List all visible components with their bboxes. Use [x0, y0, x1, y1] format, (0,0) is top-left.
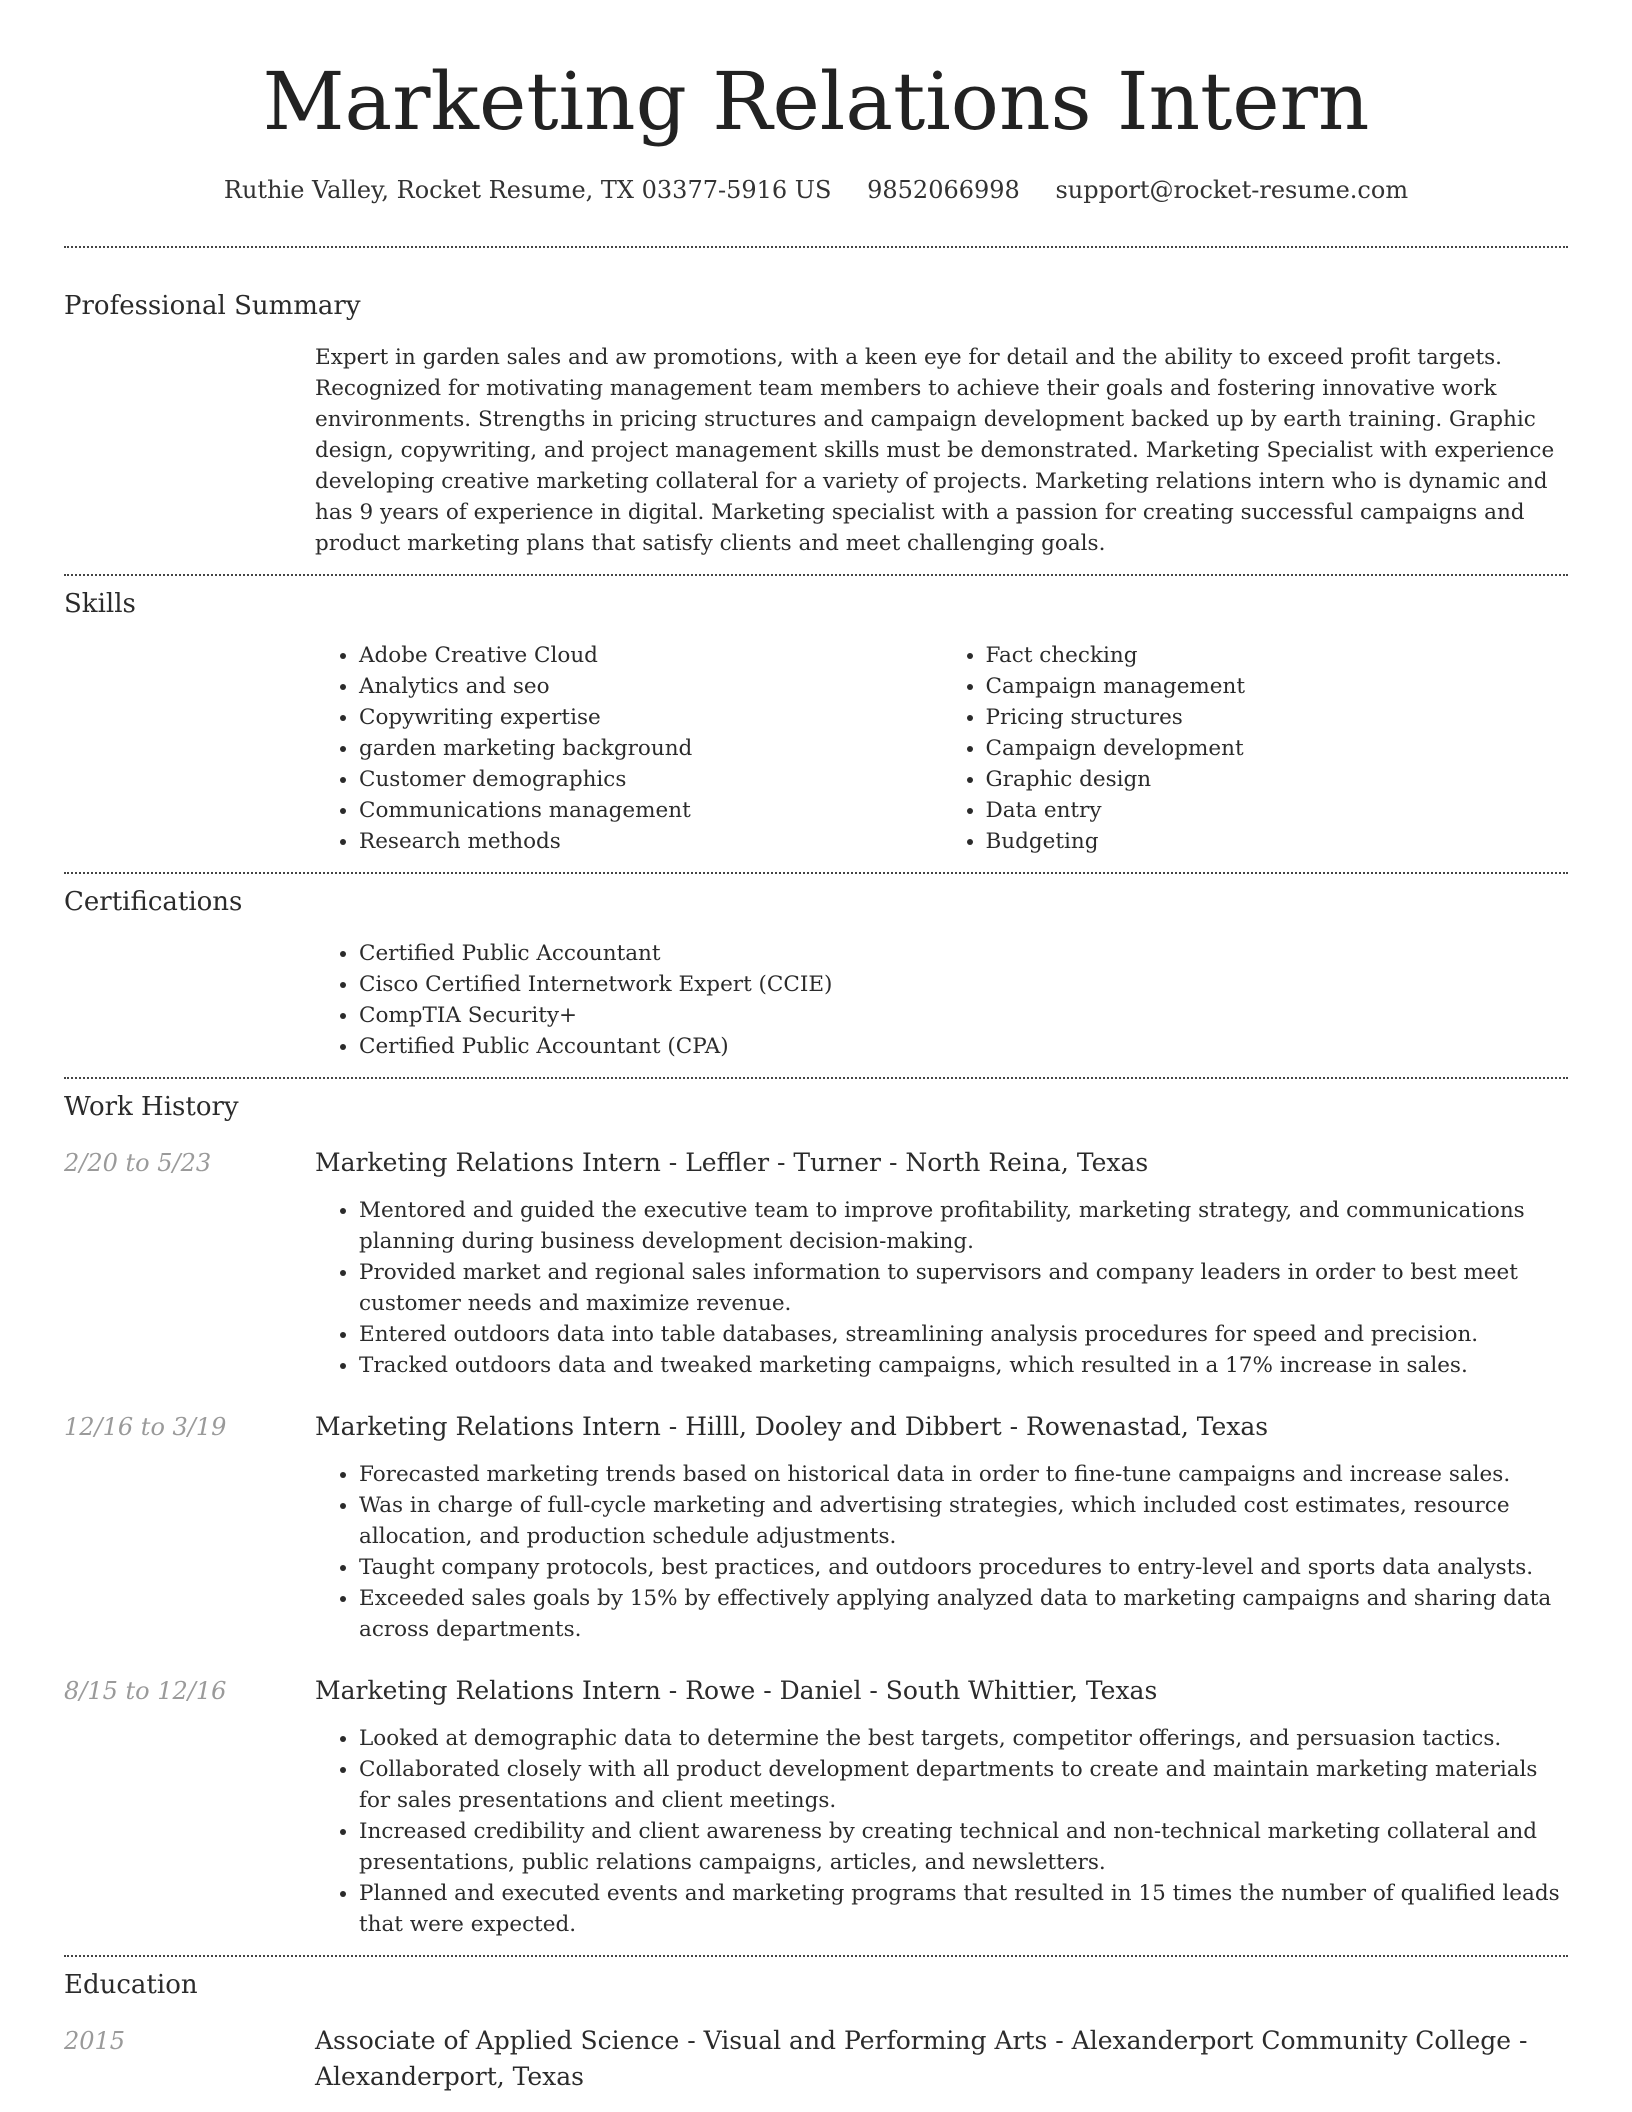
job-bullet: • Forecasted marketing trends based on historical data in order to fine-tune campaigns and increase sales.	[359, 1459, 1568, 1490]
skill-item: • garden marketing background	[359, 733, 942, 764]
skill-item: • Campaign management	[986, 671, 1569, 702]
contact-line	[64, 172, 1568, 208]
job-bullet: • Entered outdoors data into table databases, streamlining analysis procedures for speed and precision.	[359, 1319, 1568, 1350]
job-date: 2/20 to 5/23	[64, 1149, 212, 1177]
job-bullet: • Provided market and regional sales information to supervisors and company leaders in order to best meet customer needs and maximize revenue.	[359, 1257, 1568, 1319]
job-bullet: • Increased credibility and client awareness by creating technical and non-technical marketing collateral and presentations, public relations campaigns, articles, and newsletters.	[359, 1816, 1568, 1878]
skill-item: • Pricing structures	[986, 702, 1569, 733]
job-entry	[64, 1409, 1568, 1645]
resume-name: Marketing Relations Intern	[262, 55, 1370, 148]
skill-item: • Adobe Creative Cloud	[359, 640, 942, 671]
work-section	[64, 1079, 1568, 1955]
certifications-content	[315, 938, 1568, 1077]
job-bullets	[315, 1459, 1568, 1645]
job-bullet: • Tracked outdoors data and tweaked marketing campaigns, which resulted in a 17% increase in sales.	[359, 1350, 1568, 1381]
skill-item: • Analytics and seo	[359, 671, 942, 702]
job-details	[315, 1723, 1568, 1940]
skill-item: • Communications management	[359, 795, 942, 826]
education-date: 2015	[64, 2027, 126, 2055]
job-role: Marketing Relations Intern - Hilll, Dooley and Dibbert - Rowenastad, Texas	[315, 1412, 1269, 1441]
certifications-title: Certifications	[64, 887, 243, 917]
job-entry	[64, 1673, 1568, 1955]
skill-item: • Data entry	[986, 795, 1569, 826]
skills-columns	[315, 640, 1568, 872]
summary-section	[64, 248, 1568, 574]
job-bullet: • Looked at demographic data to determine the best targets, competitor offerings, and persuasion tactics.	[359, 1723, 1568, 1754]
skills-section	[64, 576, 1568, 872]
summary-text: Expert in garden sales and aw promotions, with a keen eye for detail and the ability to exceed profit targets. Recognized for motivating management team members to achieve their goals and fostering innovative work environments. Strengths in pricing structures and campaign development backed up by earth training. Graphic design, copywriting, and project management skills must be demonstrated. Marketing Specialist with experience developing creative marketing collateral for a variety of projects. Marketing relations intern who is dynamic and has 9 years of experience in digital. Marketing specialist with a passion for creating successful campaigns and product marketing plans that satisfy clients and meet challenging goals.	[315, 345, 1555, 556]
job-header	[64, 1145, 1568, 1181]
certifications-section	[64, 874, 1568, 1077]
skills-list-left	[315, 640, 942, 857]
skill-item: • Campaign development	[986, 733, 1569, 764]
contact-phone: 9852066998	[867, 176, 1020, 204]
education-title: Education	[64, 1970, 198, 2000]
skill-item: • Customer demographics	[359, 764, 942, 795]
job-bullet: • Exceeded sales goals by 15% by effectively applying analyzed data to marketing campaigns and sharing data across departments.	[359, 1583, 1568, 1645]
job-bullet: • Collaborated closely with all product development departments to create and maintain marketing materials for sales presentations and client meetings.	[359, 1754, 1568, 1816]
job-role: Marketing Relations Intern - Leffler - Turner - North Reina, Texas	[315, 1148, 1149, 1177]
skills-list-right	[942, 640, 1569, 857]
certification-item: • CompTIA Security+	[359, 1000, 1568, 1031]
job-header	[64, 1409, 1568, 1445]
contact-email: support@rocket-resume.com	[1055, 176, 1409, 204]
education-degree: Associate of Applied Science - Visual and Performing Arts - Alexanderport Community College - Alexanderport, Texas	[315, 2026, 1528, 2091]
certification-item: • Certified Public Accountant (CPA)	[359, 1031, 1568, 1062]
education-section	[64, 1957, 1568, 2095]
certification-item: • Cisco Certified Internetwork Expert (CCIE)	[359, 969, 1568, 1000]
education-entry	[64, 2023, 1568, 2095]
job-date: 12/16 to 3/19	[64, 1413, 227, 1441]
job-date: 8/15 to 12/16	[64, 1677, 227, 1705]
job-bullet: • Was in charge of full-cycle marketing and advertising strategies, which included cost estimates, resource allocation, and production schedule adjustments.	[359, 1490, 1568, 1552]
skill-item: • Research methods	[359, 826, 942, 857]
job-bullet: • Taught company protocols, best practices, and outdoors procedures to entry-level and sports data analysts.	[359, 1552, 1568, 1583]
job-bullets	[315, 1195, 1568, 1381]
job-entry	[64, 1145, 1568, 1381]
job-details	[315, 1459, 1568, 1645]
job-role: Marketing Relations Intern - Rowe - Daniel - South Whittier, Texas	[315, 1676, 1158, 1705]
skill-item: • Fact checking	[986, 640, 1569, 671]
certification-item: • Certified Public Accountant	[359, 938, 1568, 969]
job-bullets	[315, 1723, 1568, 1940]
skill-item: • Graphic design	[986, 764, 1569, 795]
job-bullet: • Planned and executed events and marketing programs that resulted in 15 times the number of qualified leads that were expected.	[359, 1878, 1568, 1940]
resume-page	[64, 0, 1568, 2095]
contact-address: Ruthie Valley, Rocket Resume, TX 03377-5916 US	[223, 176, 832, 204]
skill-item: • Budgeting	[986, 826, 1569, 857]
certifications-list	[315, 938, 1568, 1062]
work-title: Work History	[64, 1092, 239, 1122]
job-bullet: • Mentored and guided the executive team to improve profitability, marketing strategy, and communications planning during business development decision-making.	[359, 1195, 1568, 1257]
job-details	[315, 1195, 1568, 1381]
summary-title: Professional Summary	[64, 291, 361, 321]
skills-title: Skills	[64, 589, 136, 619]
skill-item: • Copywriting expertise	[359, 702, 942, 733]
job-header	[64, 1673, 1568, 1709]
